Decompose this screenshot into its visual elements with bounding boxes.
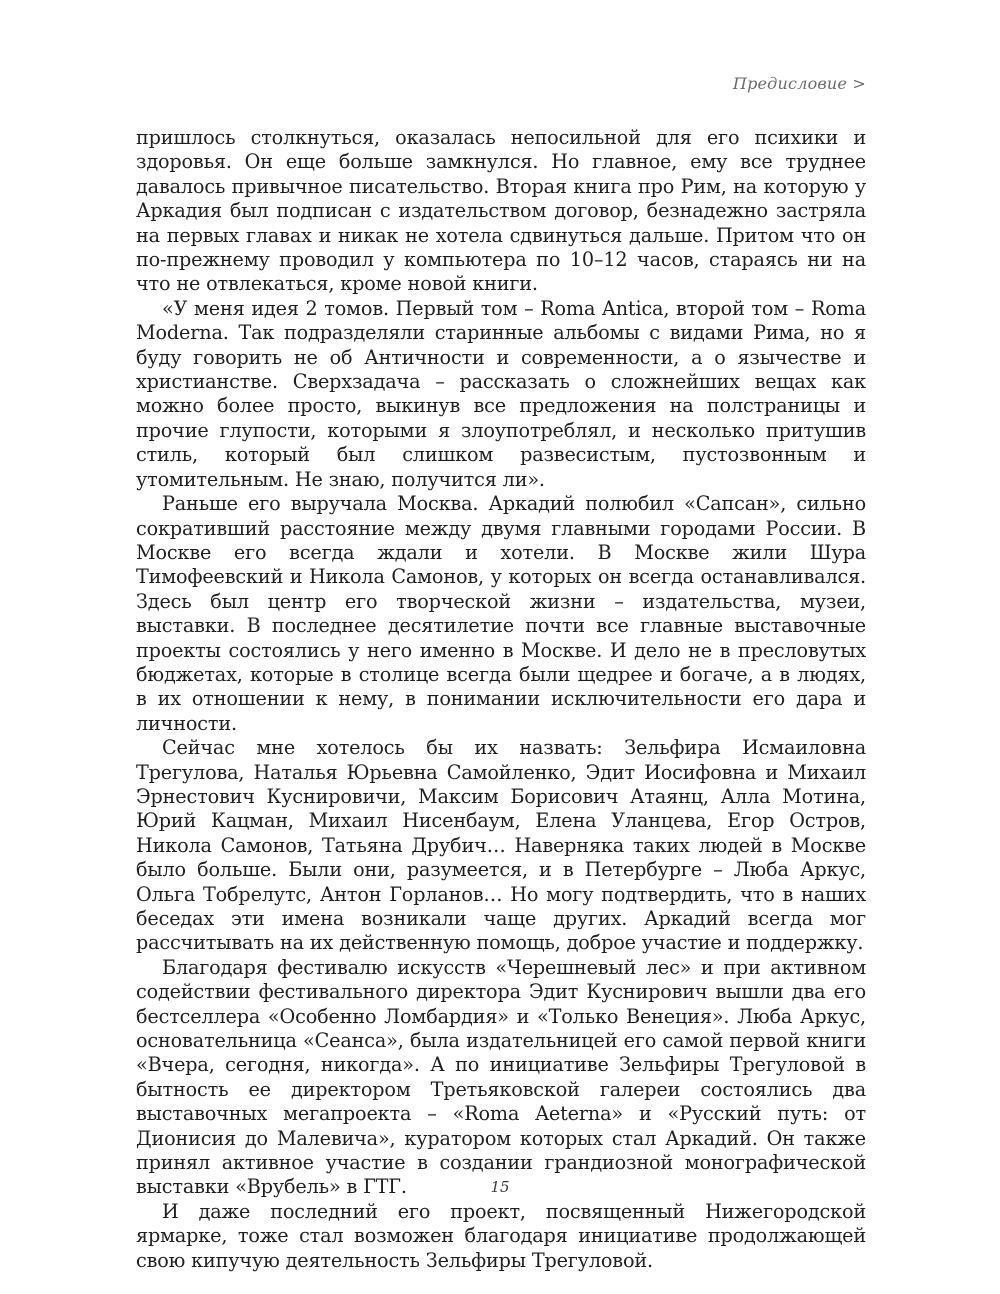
paragraph: Благодаря фестивалю искусств «Черешневый лес» и при активном содействии фестивального директора Эдит Куснирович вышли два его бестселлера «Особенно Ломбардия» и «Только Венеция». Люба Аркус, основательница «Сеанса», была издательницей его самой первой книги «Вчера, сегодня, никогда». А по инициативе Зельфиры Трегуловой в бытность ее директором Третьяковской галереи состоялись два выставочных мегапроекта – «Roma Aeterna» и «Русский путь: от Дионисия до Малевича», куратором которых стал Аркадий. Он также принял активное участие в создании грандиозной монографической выставки «Врубель» в ГТГ. — [136, 955, 866, 1199]
page-number: 15 — [490, 1178, 510, 1196]
body-text — [136, 126, 866, 1273]
paragraph: Сейчас мне хотелось бы их назвать: Зельфира Исмаиловна Трегулова, Наталья Юрьевна Самойленко, Эдит Иосифовна и Михаил Эрнестович Куснировичи, Максим Борисович Атаянц, Алла Мотина, Юрий Кацман, Михаил Нисенбаум, Елена Уланцева, Егор Остров, Никола Самонов, Татьяна Друбич… Наверняка таких людей в Москве было больше. Были они, разумеется, и в Петербурге – Люба Аркус, Ольга Тобрелутс, Антон Горланов… Но могу подтвердить, что в наших беседах эти имена возникали чаще других. Аркадий всегда мог рассчитывать на их действенную помощь, доброе участие и поддержку. — [136, 736, 866, 955]
paragraph: И даже последний его проект, посвященный Нижегородской ярмарке, тоже стал возможен благодаря инициативе продолжающей свою кипучую деятельность Зельфиры Трегуловой. — [136, 1199, 866, 1272]
paragraph: пришлось столкнуться, оказалась непосильной для его психики и здоровья. Он еще больше замкнулся. Но главное, ему все труднее давалось привычное писательство. Вторая книга про Рим, на которую у Аркадия был подписан с издательством договор, безнадежно застряла на первых главах и никак не хотела сдвинуться дальше. Притом что он по-прежнему проводил у компьютера по 10–12 часов, стараясь ни на что не отвлекаться, кроме новой книги. — [136, 126, 866, 296]
running-header: Предисловие > — [732, 74, 866, 93]
paragraph: Раньше его выручала Москва. Аркадий полюбил «Сапсан», сильно сокративший расстояние между двумя главными городами России. В Москве его всегда ждали и хотели. В Москве жили Шура Тимофеевский и Никола Самонов, у которых он всегда останавливался. Здесь был центр его творческой жизни – издательства, музеи, выставки. В последнее десятилетие почти все главные выставочные проекты состоялись у него именно в Москве. И дело не в пресловутых бюджетах, которые в столице всегда были щедрее и богаче, а в людях, в их отношении к нему, в понимании исключительности его дара и личности. — [136, 492, 866, 735]
paragraph: «У меня идея 2 томов. Первый том – Roma Antica, второй том – Roma Moderna. Так подразделяли старинные альбомы с видами Рима, но я буду говорить не об Античности и современности, а о язычестве и христианстве. Сверхзадача – рассказать о сложнейших вещах как можно более просто, выкинув все предложения на полстраницы и прочие глупости, которыми я злоупотреблял, и несколько притушив стиль, который был слишком развесистым, пустозвонным и утомительным. Не знаю, получится ли». — [136, 296, 866, 491]
